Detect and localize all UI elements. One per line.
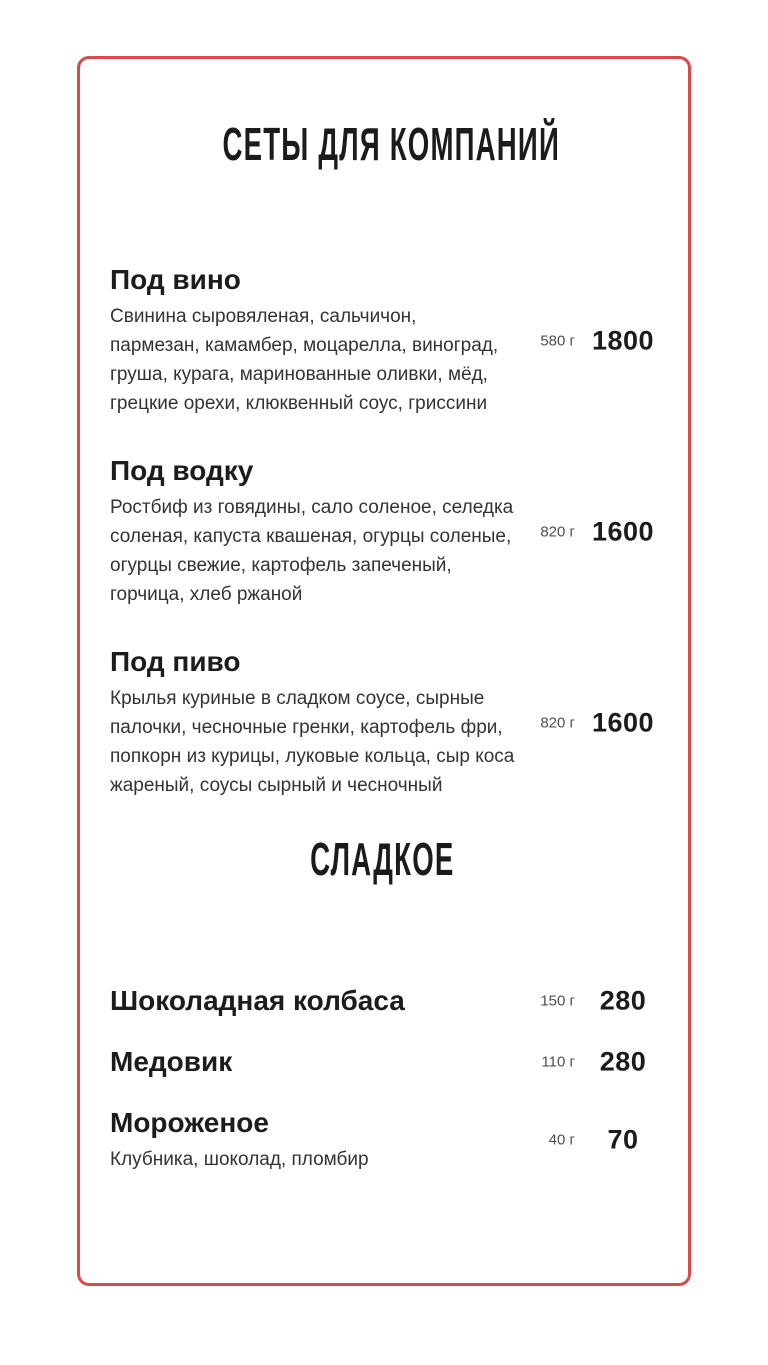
menu-content xyxy=(80,59,688,1174)
menu-item xyxy=(110,984,655,1018)
item-description-line: соленая, капуста квашеная, огурцы соленые, xyxy=(110,526,512,547)
item-description-line: Свинина сыровяленая, сальчичон, xyxy=(110,306,417,327)
menu-section xyxy=(110,833,655,1174)
item-name: Под водку xyxy=(110,455,254,486)
item-description xyxy=(110,302,540,418)
menu-card xyxy=(77,56,691,1286)
section-title-text: СЕТЫ ДЛЯ КОМПАНИЙ xyxy=(222,118,561,170)
item-description xyxy=(110,1145,540,1174)
section-items xyxy=(110,984,655,1174)
menu-section xyxy=(110,118,655,800)
menu-item xyxy=(110,1045,655,1079)
item-description-line: огурцы свежие, картофель запеченый, xyxy=(110,555,452,576)
item-description-line: Крылья куриные в сладком соусе, сырные xyxy=(110,688,485,709)
item-meta xyxy=(519,986,655,1017)
item-description-line: палочки, чесночные гренки, картофель фри, xyxy=(110,717,503,738)
menu-item xyxy=(110,1106,655,1174)
item-weight: 110 г xyxy=(541,1053,575,1071)
item-description-line: попкорн из курицы, луковые кольца, сыр коса xyxy=(110,746,515,767)
menu-item xyxy=(110,454,655,609)
section-title xyxy=(110,118,655,170)
item-description-line: горчица, хлеб ржаной xyxy=(110,584,303,605)
section-title-text: СЛАДКОЕ xyxy=(310,833,455,885)
menu-item-main xyxy=(110,1045,540,1079)
item-meta xyxy=(519,707,655,738)
menu-item xyxy=(110,645,655,800)
item-meta xyxy=(519,1047,655,1078)
section-items xyxy=(110,263,655,800)
item-weight: 150 г xyxy=(540,992,575,1010)
item-description-line: жареный, соусы сырный и чесночный xyxy=(110,775,443,796)
item-meta xyxy=(519,325,655,356)
item-name: Под пиво xyxy=(110,646,241,677)
item-description xyxy=(110,684,540,800)
section-title xyxy=(110,833,655,885)
item-weight: 820 г xyxy=(540,523,575,540)
item-weight: 40 г xyxy=(548,1131,575,1149)
item-meta xyxy=(519,516,655,547)
item-description-line: груша, курага, маринованные оливки, мёд, xyxy=(110,364,488,385)
menu-item-main xyxy=(110,984,540,1018)
item-price: 1600 xyxy=(591,707,655,737)
menu-item-main xyxy=(110,645,540,800)
item-description-line: пармезан, камамбер, моцарелла, виноград, xyxy=(110,335,499,356)
item-weight: 580 г xyxy=(540,332,575,349)
item-description xyxy=(110,493,540,609)
item-price: 280 xyxy=(599,1046,647,1077)
item-name: Мороженое xyxy=(110,1107,269,1138)
menu-item xyxy=(110,263,655,418)
item-description-line: Ростбиф из говядины, сало соленое, селедка xyxy=(110,497,514,518)
item-price: 70 xyxy=(607,1124,639,1155)
item-description-line: Клубника, шоколад, пломбир xyxy=(110,1149,369,1170)
item-price: 1800 xyxy=(591,325,655,355)
menu-item-main xyxy=(110,1106,540,1174)
item-weight: 820 г xyxy=(540,714,575,731)
item-name: Медовик xyxy=(110,1046,233,1077)
item-name: Под вино xyxy=(110,264,241,295)
item-price: 1600 xyxy=(591,516,655,546)
item-price: 280 xyxy=(599,985,647,1016)
menu-item-main xyxy=(110,454,540,609)
menu-item-main xyxy=(110,263,540,418)
item-meta xyxy=(519,1125,655,1156)
item-description-line: грецкие орехи, клюквенный соус, гриссини xyxy=(110,393,488,414)
item-name: Шоколадная колбаса xyxy=(110,985,405,1016)
